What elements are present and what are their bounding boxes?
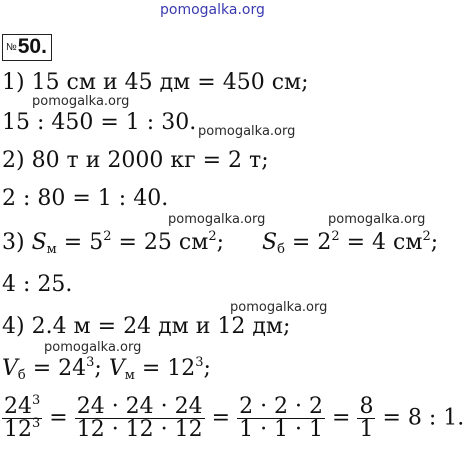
fraction-numerator: 2 · 2 · 2: [239, 394, 324, 419]
line-8-text: = 24: [25, 356, 87, 381]
volume-v-sub: м: [124, 368, 135, 383]
volume-v-sub: б: [17, 368, 26, 383]
equals-sign: =: [42, 405, 75, 431]
watermark: pomogalka.org: [44, 340, 142, 355]
fraction-denominator: 1: [359, 417, 374, 442]
solution-line-1: 1) 15 см и 45 дм = 450 см;: [2, 70, 309, 95]
fraction: [2, 393, 42, 442]
solution-line-7: 4) 2.4 м = 24 дм и 12 дм;: [2, 314, 291, 339]
solution-line-5: [2, 230, 224, 256]
area-s-var: S: [31, 230, 47, 255]
number-sign: №: [6, 42, 17, 53]
fraction-numerator: 24 · 24 · 24: [76, 394, 203, 419]
line-5-end: ;: [430, 230, 439, 255]
area-s-sub: м: [46, 242, 57, 257]
problem-number: 50.: [17, 35, 47, 58]
solution-line-6: 4 : 25.: [2, 272, 73, 297]
ratio-result: = 8 : 1.: [375, 405, 464, 431]
line-5-text: = 4 см: [339, 230, 423, 255]
exponent: 2: [422, 229, 431, 244]
fraction-numerator: $24^3$: [4, 393, 41, 419]
solution-line-8: [2, 356, 211, 382]
line-8-text: = 12: [134, 356, 196, 381]
watermark: pomogalka.org: [230, 300, 328, 315]
volume-v-var: V: [108, 356, 125, 381]
solution-line-3: 2) 80 т и 2000 кг = 2 т;: [2, 148, 269, 173]
fraction-numerator: 8: [359, 394, 374, 419]
watermark: pomogalka.org: [328, 212, 426, 227]
watermark: pomogalka.org: [32, 94, 130, 109]
line-5-text: = 2: [284, 230, 332, 255]
exponent: 2: [331, 229, 340, 244]
line-5-text: = 25 см: [111, 230, 209, 255]
volume-v-var: V: [2, 356, 18, 381]
solution-line-9: [2, 393, 464, 442]
exponent: 2: [103, 229, 112, 244]
watermark-top: pomogalka.org: [160, 2, 265, 18]
fraction-denominator: $12^3$: [4, 416, 41, 442]
fraction-denominator: 12 · 12 · 12: [76, 417, 203, 442]
problem-number-badge: [2, 34, 52, 61]
solution-line-4: 2 : 80 = 1 : 40.: [2, 186, 169, 211]
equals-sign: =: [204, 405, 238, 431]
watermark: pomogalka.org: [168, 212, 266, 227]
line-5-separator: ;: [216, 230, 225, 255]
area-s-sub: б: [277, 242, 285, 257]
fraction: [357, 396, 375, 441]
exponent: 2: [208, 229, 217, 244]
equals-sign: =: [325, 405, 358, 431]
solution-line-5b: [262, 230, 438, 256]
watermark: pomogalka.org: [198, 124, 296, 139]
line-5-text: = 5: [56, 230, 104, 255]
line-8-end: ;: [203, 356, 211, 381]
fraction-denominator: 1 · 1 · 1: [239, 417, 324, 442]
solution-line-2: 15 : 450 = 1 : 30.: [2, 110, 197, 135]
area-s-var: S: [262, 230, 278, 255]
fraction: [237, 396, 325, 441]
line-5-prefix: 3): [2, 230, 32, 255]
fraction: [75, 396, 205, 441]
exponent: 3: [86, 355, 95, 370]
line-8-separator: ;: [94, 356, 109, 381]
exponent: 3: [195, 355, 204, 370]
